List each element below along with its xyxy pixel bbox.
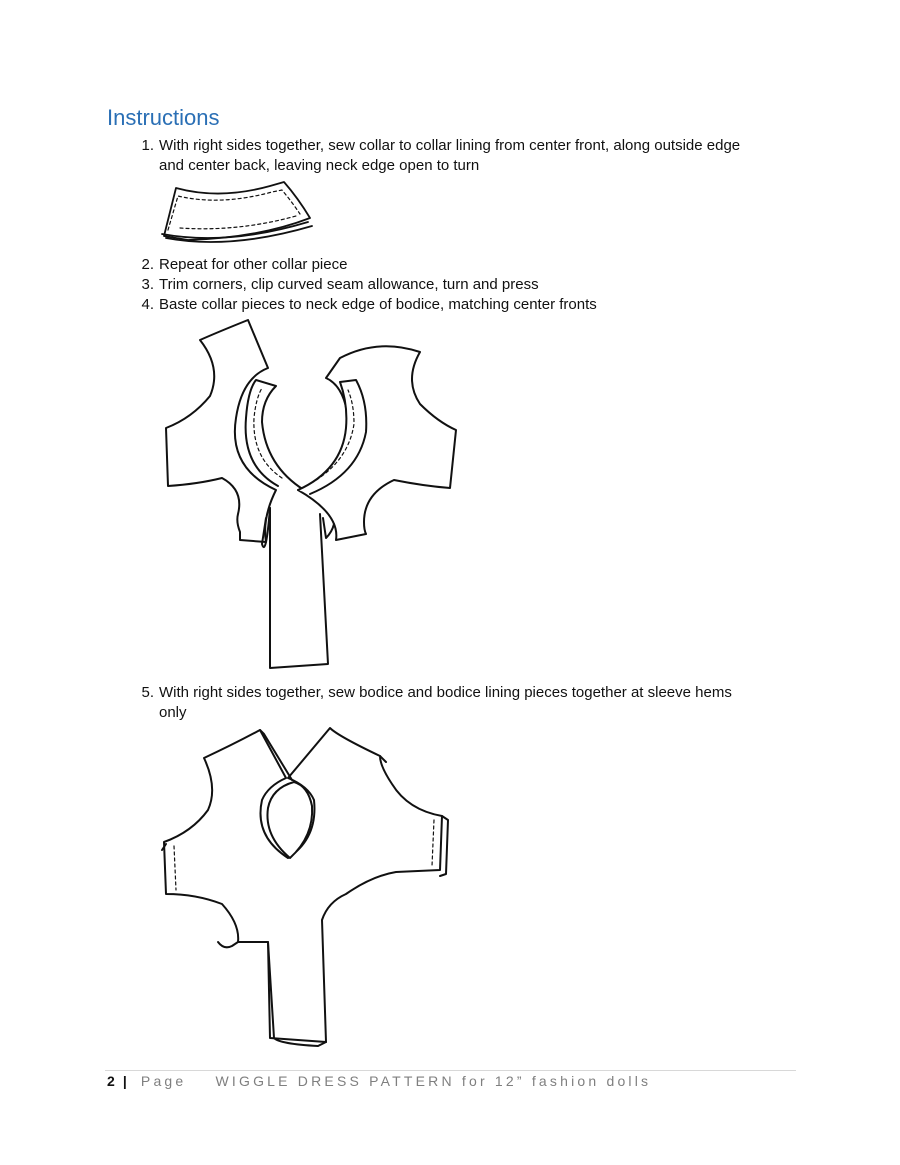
step-text: Repeat for other collar piece — [159, 256, 348, 273]
instruction-step-4 — [132, 295, 812, 315]
step-text-line-1: With right sides together, sew bodice and bodice lining pieces together at sleeve hems — [159, 684, 732, 701]
footer-separator: | — [122, 1073, 128, 1089]
step-number: 4. — [141, 296, 154, 313]
instruction-step-3 — [132, 275, 812, 295]
instruction-step-5 — [132, 683, 812, 723]
step-text-line-2: only — [159, 704, 187, 721]
step-number: 2. — [141, 256, 154, 273]
step-text: Trim corners, clip curved seam allowance, turn and press — [159, 276, 539, 293]
page-footer — [107, 1073, 651, 1089]
step-number: 1. — [141, 137, 154, 154]
step-text-line-1: With right sides together, sew collar to collar lining from center front, along outside edge — [159, 137, 741, 154]
document-title: WIGGLE DRESS PATTERN for 12” fashion dolls — [215, 1073, 652, 1089]
bodice-and-lining-illustration — [158, 726, 458, 1048]
step-text-line-2: and center back, leaving neck edge open to turn — [159, 157, 480, 174]
collar-illustration — [158, 180, 318, 246]
step-number: 5. — [141, 684, 154, 701]
page-label: Page — [140, 1073, 187, 1089]
step-number: 3. — [141, 276, 154, 293]
page-number: 2 — [107, 1073, 116, 1089]
instruction-step-1 — [132, 136, 812, 176]
bodice-with-collar-illustration — [158, 318, 468, 673]
instruction-step-2 — [132, 255, 812, 275]
footer-divider — [105, 1070, 796, 1071]
step-text: Baste collar pieces to neck edge of bodice, matching center fronts — [159, 296, 597, 313]
section-heading: Instructions — [107, 105, 220, 130]
